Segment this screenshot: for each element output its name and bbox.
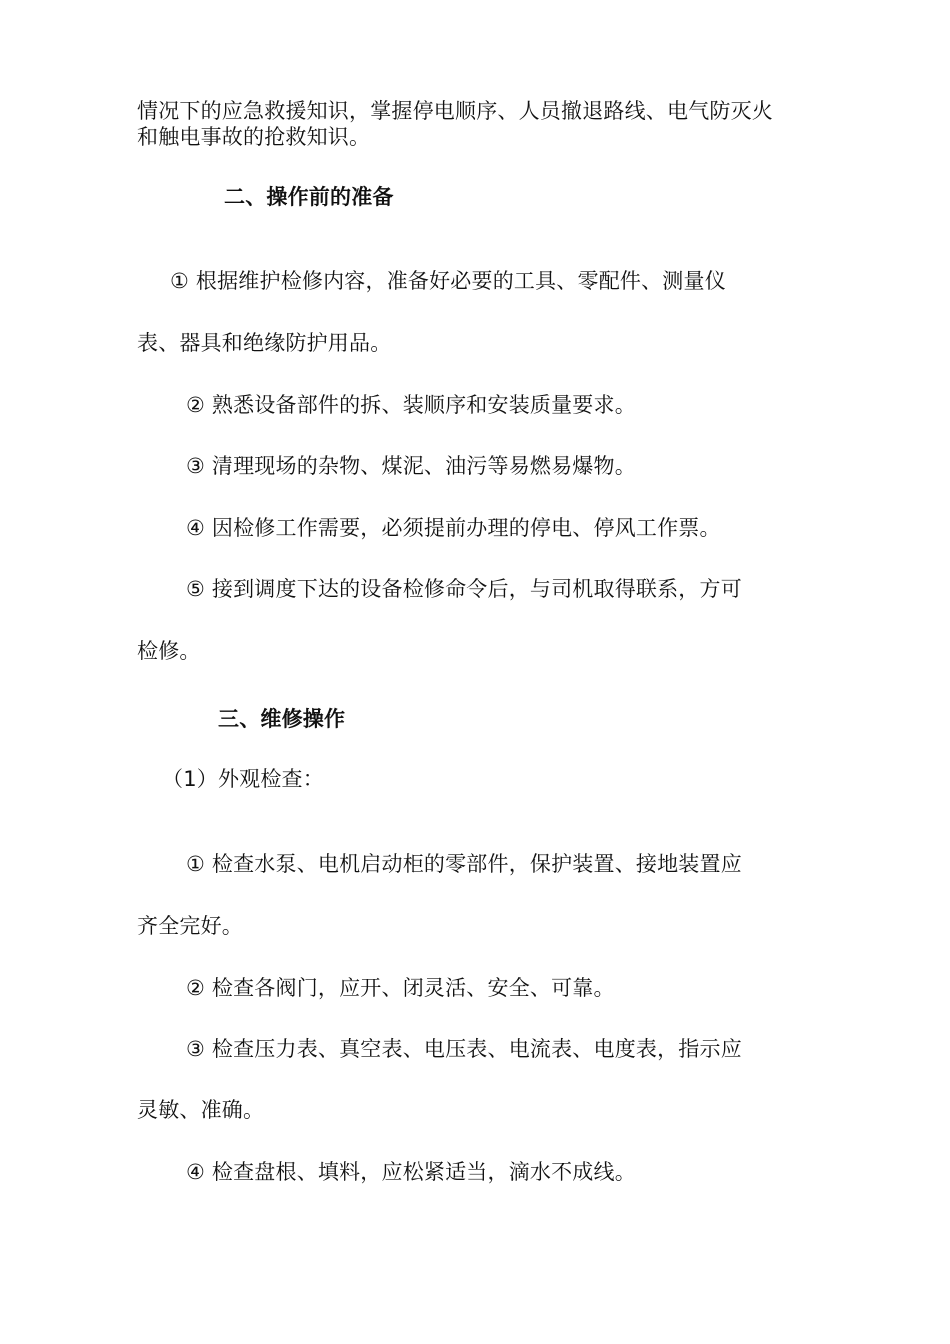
prep-item-3: ③ 清理现场的杂物、煤泥、油污等易燃易爆物。 xyxy=(186,454,636,478)
inspect-item-2: ② 检查各阀门，应开、闭灵活、安全、可靠。 xyxy=(186,976,615,1000)
section-heading-preparation: 二、操作前的准备 xyxy=(224,185,394,209)
inspect-item-3-line-1: ③ 检查压力表、真空表、电压表、电流表、电度表，指示应 xyxy=(186,1037,742,1061)
section-heading-maintenance: 三、维修操作 xyxy=(218,707,346,731)
inspect-item-1-line-1: ① 检查水泵、电机启动柜的零部件，保护装置、接地装置应 xyxy=(186,852,742,876)
intro-line-2: 和触电事故的抢救知识。 xyxy=(137,125,371,149)
prep-item-5-line-1: ⑤ 接到调度下达的设备检修命令后，与司机取得联系，方可 xyxy=(186,577,742,601)
intro-line-1: 情况下的应急救援知识，掌握停电顺序、人员撤退路线、电气防灭火 xyxy=(137,99,773,123)
inspect-item-4: ④ 检查盘根、填料，应松紧适当，滴水不成线。 xyxy=(186,1160,636,1184)
subheading-visual-inspection: （1）外观检查： xyxy=(162,767,324,791)
prep-item-4: ④ 因检修工作需要，必须提前办理的停电、停风工作票。 xyxy=(186,516,721,540)
prep-item-2: ② 熟悉设备部件的拆、装顺序和安装质量要求。 xyxy=(186,393,636,417)
prep-item-1-line-2: 表、器具和绝缘防护用品。 xyxy=(137,331,392,355)
inspect-item-1-line-2: 齐全完好。 xyxy=(137,914,243,938)
prep-item-5-line-2: 检修。 xyxy=(137,639,201,663)
prep-item-1-line-1: ① 根据维护检修内容，准备好必要的工具、零配件、测量仪 xyxy=(170,269,726,293)
inspect-item-3-line-2: 灵敏、准确。 xyxy=(137,1098,265,1122)
